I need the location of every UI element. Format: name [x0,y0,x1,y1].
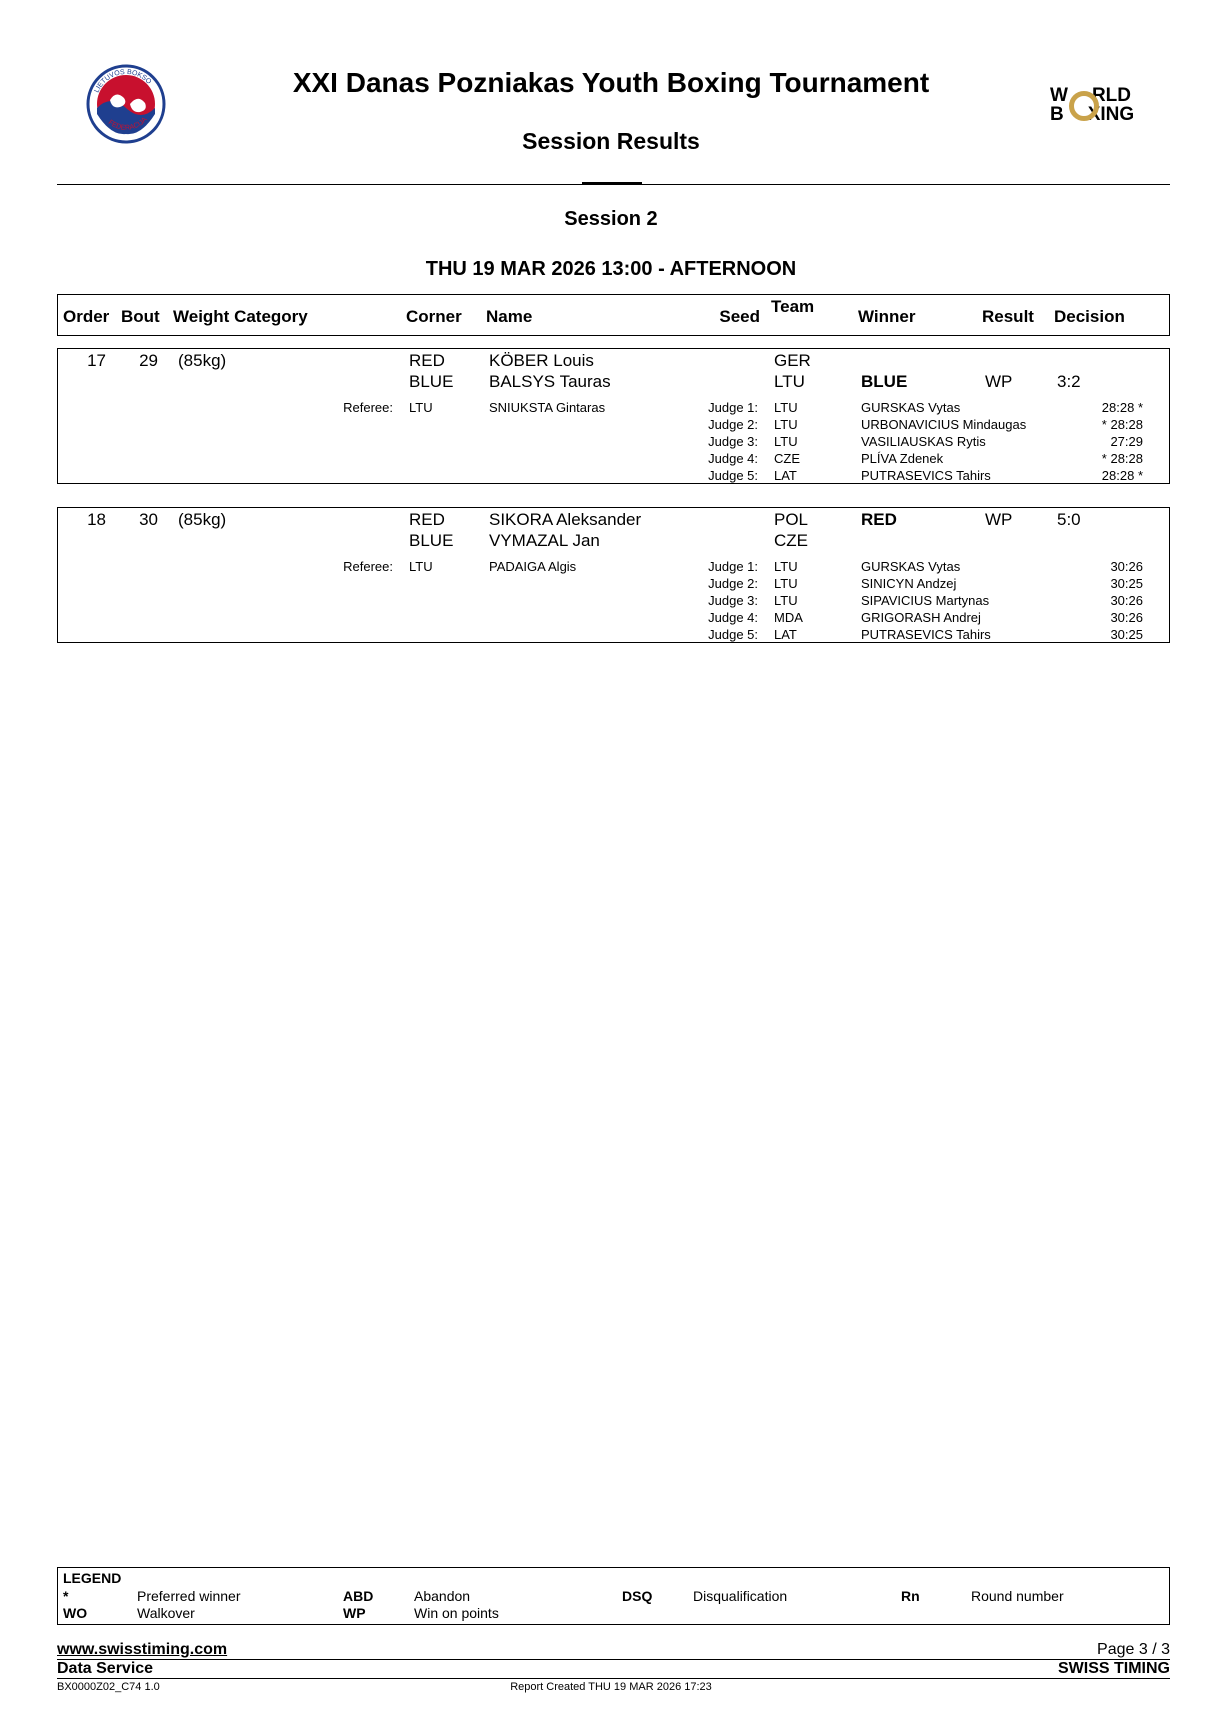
blue-team-code: CZE [774,531,808,550]
weight-category: (85kg) [178,510,227,529]
judge-score: 30:26 [1110,559,1143,574]
red-team-code: POL [774,510,809,529]
blue-team-code: LTU [774,372,805,391]
logo-xing: XING [1087,104,1135,125]
data-service-label: Data Service [57,1660,154,1677]
judge-noc: LTU [774,434,798,449]
col-name: Name [486,307,533,326]
judge-score: 28:28 * [1101,400,1143,415]
judge-score: * 28:28 [1101,451,1143,466]
judge-score: 30:25 [1110,576,1143,591]
col-decision: Decision [1054,307,1125,326]
judge-noc: MDA [774,610,803,625]
col-order: Order [63,307,110,326]
referee-name: PADAIGA Algis [489,559,577,574]
result: WP [985,510,1013,529]
header-divider-accent [582,182,642,185]
judge-label: Judge 2: [708,576,758,591]
legend-code: WP [343,1605,366,1621]
tournament-title: XXI Danas Pozniakas Youth Boxing Tournament [292,67,930,98]
weight-category: (85kg) [178,351,227,370]
judge-label: Judge 4: [708,610,758,625]
blue-boxer-name: VYMAZAL Jan [489,531,600,550]
logo-w: W [1050,85,1068,106]
judge-name: PUTRASEVICS Tahirs [861,468,991,483]
page-number: Page 3 / 3 [1097,1641,1170,1658]
col-weight: Weight Category [173,307,308,326]
red-boxer-name: KÖBER Louis [489,351,594,370]
legend-desc: Disqualification [693,1588,788,1604]
judge-noc: LTU [774,593,798,608]
red-team-code: GER [774,351,811,370]
judge-score: 30:25 [1110,627,1143,642]
winner: BLUE [861,372,908,391]
referee-noc: LTU [409,400,433,415]
col-seed: Seed [719,307,760,326]
legend-desc: Win on points [414,1605,499,1621]
judge-score: * 28:28 [1101,417,1143,432]
judge-label: Judge 5: [708,627,758,642]
judge-label: Judge 1: [708,400,758,415]
judge-noc: LAT [774,627,797,642]
red-corner-label: RED [409,510,445,529]
logo-text-bottom: FEDERACIJA [106,116,149,132]
blue-boxer-name: BALSYS Tauras [489,372,611,391]
results-table-header [57,294,1170,336]
session-label: Session 2 [564,208,658,230]
legend-desc: Preferred winner [137,1588,241,1604]
col-team: Team [771,297,815,316]
legend-desc: Walkover [137,1605,195,1621]
judge-name: GURSKAS Vytas [861,400,961,415]
judge-name: PUTRASEVICS Tahirs [861,627,991,642]
logo-b: B [1050,104,1064,125]
red-corner-label: RED [409,351,445,370]
judge-score: 27:29 [1110,434,1143,449]
judge-label: Judge 5: [708,468,758,483]
judge-label: Judge 3: [708,593,758,608]
referee-label: Referee: [343,400,393,415]
winner: RED [861,510,897,529]
judge-noc: LTU [774,576,798,591]
legend-title: LEGEND [63,1570,122,1586]
referee-noc: LTU [409,559,433,574]
judge-name: SINICYN Andzej [861,576,957,591]
col-result: Result [982,307,1034,326]
legend-code: WO [63,1605,88,1621]
referee-name: SNIUKSTA Gintaras [489,400,606,415]
swiss-timing-brand: SWISS TIMING [1058,1660,1170,1677]
result: WP [985,372,1013,391]
judge-noc: CZE [774,451,800,466]
col-bout: Bout [121,307,160,326]
logo-rld: RLD [1091,85,1131,106]
legend-desc: Abandon [414,1588,471,1604]
document-code: BX0000Z02_C74 1.0 [57,1681,160,1693]
judge-name: VASILIAUSKAS Rytis [861,434,986,449]
decision: 3:2 [1057,372,1081,391]
legend-code: DSQ [622,1588,653,1604]
bout-number: 29 [139,351,158,370]
report-created: Report Created THU 19 MAR 2026 17:23 [510,1681,712,1693]
report-subtitle: Session Results [522,128,700,154]
blue-corner-label: BLUE [409,372,454,391]
judge-noc: LTU [774,559,798,574]
judge-score: 30:26 [1110,610,1143,625]
judge-name: PLÍVA Zdenek [861,451,944,466]
judge-noc: LAT [774,468,797,483]
judge-score: 30:26 [1110,593,1143,608]
bout-block [57,348,1170,484]
legend-code: Rn [901,1588,920,1604]
session-datetime: THU 19 MAR 2026 13:00 - AFTERNOON [425,258,797,280]
judge-label: Judge 2: [708,417,758,432]
legend-box [57,1567,1170,1625]
judge-name: SIPAVICIUS Martynas [861,593,990,608]
blue-corner-label: BLUE [409,531,454,550]
red-boxer-name: SIKORA Aleksander [489,510,642,529]
legend-code: * [63,1588,69,1604]
judge-name: URBONAVICIUS Mindaugas [861,417,1027,432]
judge-name: GURSKAS Vytas [861,559,961,574]
judge-label: Judge 4: [708,451,758,466]
judge-label: Judge 1: [708,559,758,574]
judge-noc: LTU [774,417,798,432]
bout-block [57,507,1170,643]
bout-order: 17 [87,351,106,370]
judge-label: Judge 3: [708,434,758,449]
legend-code: ABD [343,1588,374,1604]
bout-order: 18 [87,510,106,529]
judge-noc: LTU [774,400,798,415]
website-link[interactable]: www.swisstiming.com [57,1641,228,1658]
judge-score: 28:28 * [1101,468,1143,483]
referee-label: Referee: [343,559,393,574]
footer-divider [57,1678,1170,1679]
legend-desc: Round number [971,1588,1064,1604]
bout-number: 30 [139,510,158,529]
judge-name: GRIGORASH Andrej [861,610,981,625]
col-winner: Winner [858,307,916,326]
col-corner: Corner [406,307,462,326]
decision: 5:0 [1057,510,1081,529]
logo-text-top: LIETUVOS BOKSO [93,68,153,94]
